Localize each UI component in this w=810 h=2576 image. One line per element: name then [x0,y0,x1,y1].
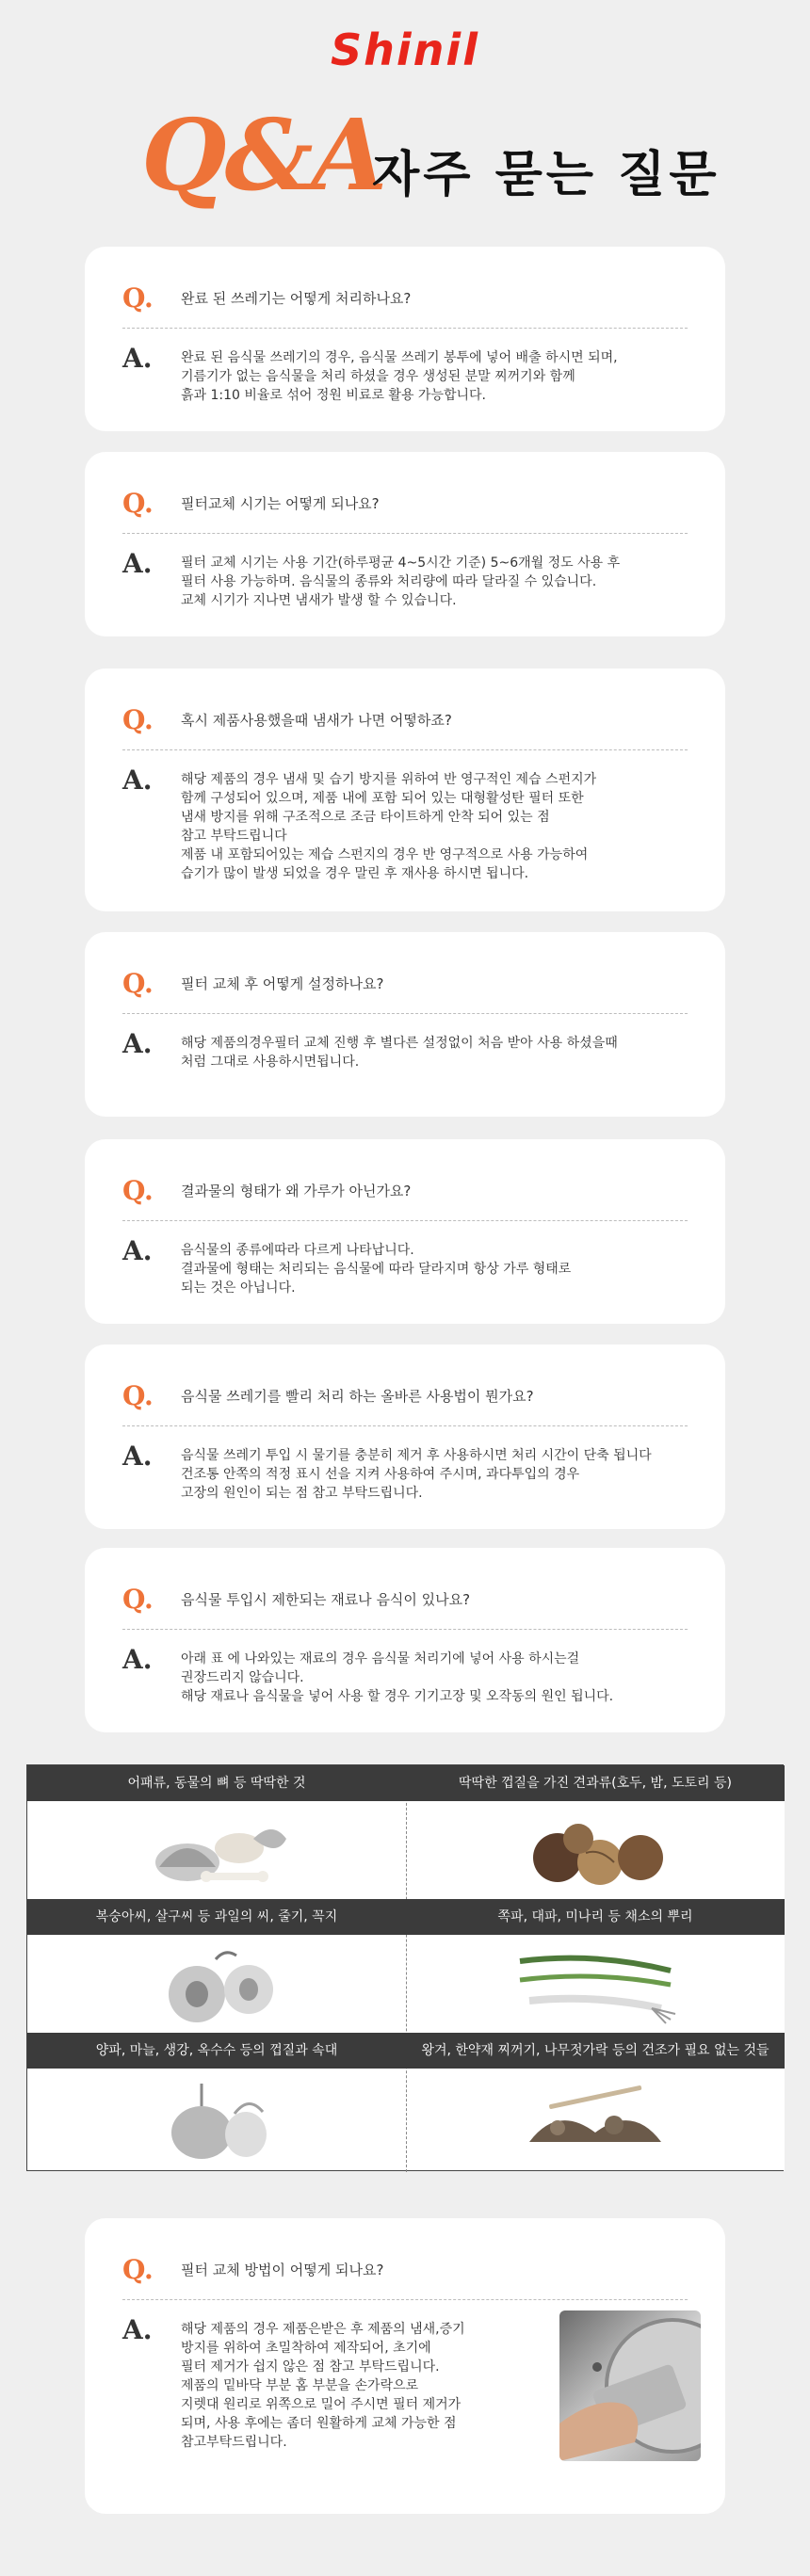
faq-card [85,932,725,1117]
dashed-divider [122,533,688,534]
table-header-cell: 어패류, 동물의 뼈 등 딱딱한 것 [27,1765,406,1801]
question-mark: Q. [122,704,154,735]
answer-text: 필터 교체 시기는 사용 기간(하루평균 4~5시간 기준) 5~6개월 정도 사용 후 필터 사용 가능하며. 음식물의 종류와 처리량에 따라 달라질 수 있습니다. 교체 시기가 지나면 냄새가 발생 할 수 있습니다. [181,555,621,608]
answer-mark: A. [122,548,153,579]
question-text: 음식물 쓰레기를 빨리 처리 하는 올바른 사용법이 뭔가요? [181,1388,534,1405]
table-image-cell [27,1935,406,2033]
fruit-pits-illustration [150,1942,291,2027]
onion-garlic-illustration [159,2076,282,2165]
dashed-divider [122,749,688,750]
dashed-divider [122,1425,688,1426]
question-text: 혹시 제품사용했을때 냄새가 나면 어떻하죠? [181,712,452,729]
table-image-cell [27,2069,406,2170]
faq-card [85,668,725,911]
dashed-divider [122,2299,688,2300]
answer-text: 완료 된 음식물 쓰레기의 경우, 음식물 쓰레기 봉투에 넣어 배출 하시면 되며, 기름기가 없는 음식물을 처리 하셨을 경우 생성된 분말 찌꺼기와 함께 흙과 1:10 비율로 섞어 정원 비료로 활용 가능합니다. [181,350,618,403]
faq-card [85,2218,725,2514]
question-text: 결과물의 형태가 왜 가루가 아닌가요? [181,1183,412,1199]
faq-card [85,452,725,636]
answer-text: 음식물의 종류에따라 다르게 나타납니다. 결과물에 형태는 처리되는 음식물에 따라 달라지며 항상 가루 형태로 되는 것은 아닙니다. [181,1243,572,1296]
table-image-cell [407,1801,785,1899]
question-mark: Q. [122,968,154,999]
answer-mark: A. [122,1441,153,1472]
answer-text: 음식물 쓰레기 투입 시 물기를 충분히 제거 후 사용하시면 처리 시간이 단축 됩니다 건조통 안쪽의 적정 표시 선을 지켜 사용하여 주시며, 과다투입의 경우 고장의 원인이 되는 점 참고 부탁드립니다. [181,1448,652,1501]
answer-text: 아래 표 에 나와있는 재료의 경우 음식물 처리기에 넣어 사용 하시는걸 권장드리지 않습니다. 해당 재료나 음식물을 넣어 사용 할 경우 기기고장 및 오작동의 원인 됩니다. [181,1651,614,1704]
nuts-illustration [520,1811,671,1892]
answer-mark: A. [122,1235,153,1266]
answer-text: 해당 제품의경우필터 교체 진행 후 별다른 설정없이 처음 받아 사용 하셨을때 처럼 그대로 사용하시면됩니다. [181,1036,618,1070]
answer-mark: A. [122,1644,153,1675]
brand-logo: Shinil [331,24,479,75]
shellfish-bones-illustration [150,1811,291,1892]
page-title: 자주 묻는 질문 [372,147,721,203]
table-image-cell [407,1935,785,2033]
question-mark: Q. [122,1380,154,1411]
faq-card [85,247,725,431]
question-text: 완료 된 쓰레기는 어떻게 처리하나요? [181,290,412,307]
filter-removal-photo [559,2310,701,2461]
qa-logo: Q&A [141,97,386,213]
question-mark: Q. [122,488,154,519]
hand-filter-image [559,2310,701,2461]
question-text: 필터 교체 후 어떻게 설정하나요? [181,975,384,992]
table-header-cell: 양파, 마늘, 생강, 옥수수 등의 껍질과 속대 [27,2033,406,2069]
brand-header [0,0,810,85]
answer-text: 해당 제품의 경우 냄새 및 습기 방지를 위하여 반 영구적인 제습 스펀지가 함께 구성되어 있으며, 제품 내에 포함 되어 있는 대형활성탄 필터 또한 냄새 방지를 위해 구조적으로 조금 타이트하게 안착 되어 있는 점 참고 부탁드립니다 제품 내 포함되어있는 제습 스펀지의 경우 반 영구적으로 사용 가능하여 습기가 많이 발생 되었을 경우 말린 후 재사용 하시면 됩니다. [181,772,597,881]
restricted-items-table [26,1764,784,2171]
dashed-divider [122,1013,688,1014]
table-header-cell: 왕겨, 한약재 찌꺼기, 나무젓가락 등의 건조가 필요 없는 것들 [406,2033,785,2069]
answer-mark: A. [122,1028,153,1059]
table-header-cell: 딱딱한 껍질을 가진 견과류(호두, 밤, 도토리 등) [406,1765,785,1801]
table-image-cell [27,1801,406,1899]
table-header-cell: 쪽파, 대파, 미나리 등 채소의 뿌리 [406,1899,785,1935]
dry-waste-illustration [520,2076,671,2165]
answer-mark: A. [122,765,153,796]
hero-section [0,97,810,213]
answer-mark: A. [122,343,153,374]
dashed-divider [122,1220,688,1221]
faq-card [85,1139,725,1324]
vegetable-roots-illustration [510,1942,680,2027]
answer-text: 해당 제품의 경우 제품은받은 후 제품의 냄새,증기 방지를 위하여 초밀착하여 제작되어, 초기에 필터 제거가 쉽지 않은 점 참고 부탁드립니다. 제품의 밑바닥 부분 홈 부분을 손가락으로 지렛대 원리로 위쪽으로 밀어 주시면 필터 제거가 되며, 사용 후에는 좀더 원활하게 교체 가능한 점 참고부탁드립니다. [181,2322,465,2450]
question-mark: Q. [122,2254,154,2285]
question-mark: Q. [122,282,154,314]
question-mark: Q. [122,1584,154,1615]
question-text: 필터 교체 방법이 어떻게 되나요? [181,2262,384,2278]
question-text: 음식물 투입시 제한되는 재료나 음식이 있나요? [181,1591,471,1608]
question-text: 필터교체 시기는 어떻게 되나요? [181,495,380,512]
faq-card [85,1344,725,1529]
dashed-divider [122,1629,688,1630]
answer-mark: A. [122,2314,153,2345]
table-header-cell: 복숭아씨, 살구씨 등 과일의 씨, 줄기, 꼭지 [27,1899,406,1935]
table-image-cell [407,2069,785,2170]
dashed-divider [122,328,688,329]
question-mark: Q. [122,1175,154,1206]
faq-card [85,1548,725,1732]
